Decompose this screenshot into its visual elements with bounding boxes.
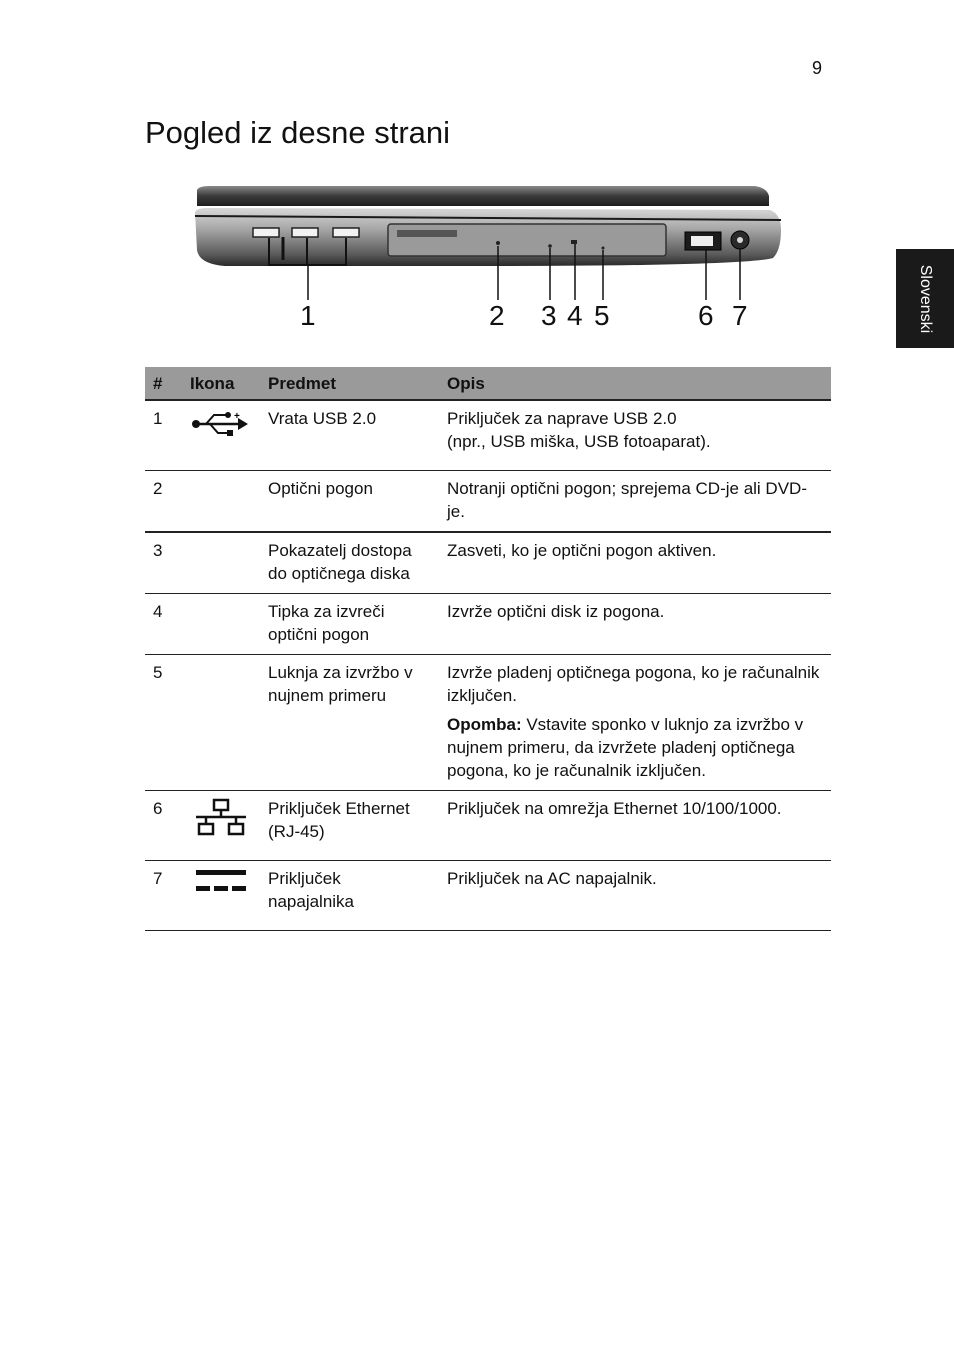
row-num: 7 [145,860,182,930]
callout-7: 7 [732,300,748,331]
language-tab-label: Slovenski [917,264,934,333]
callout-3: 3 [541,300,557,331]
row-desc-line2: (npr., USB miška, USB fotoaparat). [447,432,711,451]
row-item: Vrata USB 2.0 [260,400,439,470]
row-desc [439,400,831,470]
callout-5: 5 [594,300,610,331]
row-num: 2 [145,470,182,532]
row-icon [182,654,260,790]
row-icon [182,470,260,532]
row-icon [182,790,260,860]
header-item: Predmet [260,367,439,400]
table-row [145,860,831,930]
page-number: 9 [812,58,823,78]
row-item: Pokazatelj dostopa do optičnega diska [260,532,439,594]
row-desc [439,654,831,790]
optical-drive-bay [388,224,666,256]
row-item: Priključek Ethernet (RJ-45) [260,790,439,860]
row-desc-line1: Priključek za naprave USB 2.0 [447,409,677,428]
usb-port-3 [333,228,359,237]
note-label: Opomba: [447,714,522,734]
table-row [145,593,831,654]
row-icon [182,400,260,470]
row-num: 3 [145,532,182,594]
row-icon [182,532,260,594]
row-desc-main: Izvrže pladenj optičnega pogona, ko je računalnik izključen. [447,662,820,705]
usb-icon [190,407,252,441]
callout-4: 4 [567,300,583,331]
header-num: # [145,367,182,400]
table-row [145,532,831,594]
row-desc: Notranji optični pogon; sprejema CD-je ali DVD-je. [439,470,831,532]
row-desc: Priključek na AC napajalnik. [439,860,831,930]
row-desc: Izvrže optični disk iz pogona. [439,593,831,654]
header-icon: Ikona [182,367,260,400]
header-desc: Opis [439,367,831,400]
row-desc: Zasveti, ko je optični pogon aktiven. [439,532,831,594]
row-item: Optični pogon [260,470,439,532]
row-item: Tipka za izvreči optični pogon [260,593,439,654]
table-row [145,654,831,790]
table-row [145,400,831,470]
language-tab [896,249,954,348]
note-text: Vstavite sponko v luknjo za izvržbo v nujnem primeru, da izvržete pladenj optičnega pogona, ko je računalnik izključen. [447,714,804,780]
usb-port-2 [292,228,318,237]
table-header-row [145,367,831,400]
svg-text:+: + [234,411,240,422]
table-row [145,790,831,860]
page-title: Pogled iz desne strani [145,115,451,150]
table-row [145,470,831,532]
ethernet-icon [190,797,252,839]
row-icon [182,860,260,930]
callout-6: 6 [698,300,714,331]
row-num: 4 [145,593,182,654]
callout-1: 1 [300,300,316,331]
ports-table [145,367,831,931]
row-num: 5 [145,654,182,790]
usb-port-1 [253,228,279,237]
callout-2: 2 [489,300,505,331]
note [447,713,823,782]
row-item: Luknja za izvržbo v nujnem primeru [260,654,439,790]
laptop-lid [197,186,769,206]
dc-power-icon [190,867,252,897]
row-item: Priključek napajalnika [260,860,439,930]
row-num: 1 [145,400,182,470]
row-desc: Priključek na omrežja Ethernet 10/100/1000. [439,790,831,860]
row-icon [182,593,260,654]
laptop-right-side-illustration [185,180,785,340]
drive-logos [397,230,457,237]
row-num: 6 [145,790,182,860]
